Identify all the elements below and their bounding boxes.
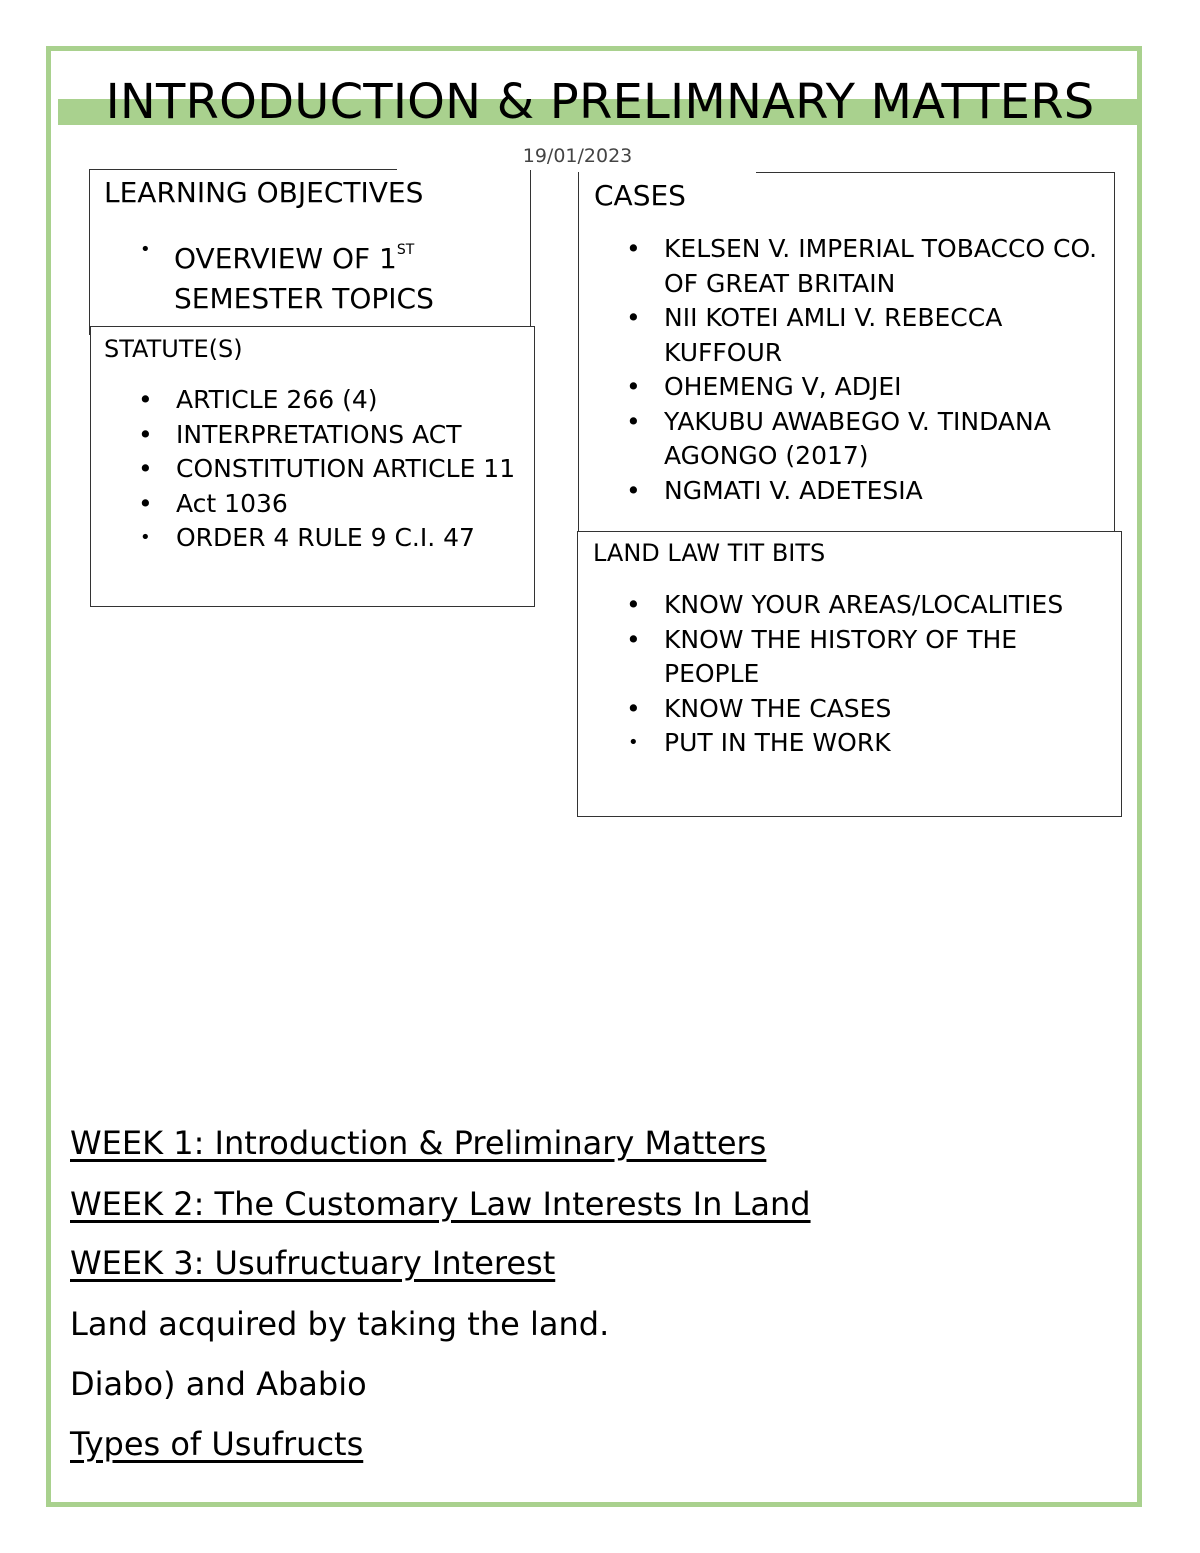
bullet-icon: • [140, 527, 151, 548]
tit-bit-text: PUT IN THE WORK [664, 728, 891, 757]
case-text: YAKUBU AWABEGO V. TINDANA AGONGO (2017) [664, 406, 1051, 470]
list-item [138, 418, 521, 453]
tit-bits-heading: LAND LAW TIT BITS [593, 539, 826, 567]
week-2-heading: WEEK 2: The Customary Law Interests In Land [70, 1185, 811, 1223]
page-title: INTRODUCTION & PRELIMNARY MATTERS [105, 74, 1095, 130]
case-text: KELSEN V. IMPERIAL TOBACCO CO. OF GREAT BRITAIN [664, 234, 1098, 298]
list-item [140, 230, 514, 319]
list-item [626, 370, 1104, 405]
case-text: NII KOTEI AMLI V. REBECCA KUFFOUR [664, 303, 1003, 367]
statute-text: ORDER 4 RULE 9 C.I. 47 [176, 523, 475, 552]
list-item [626, 692, 1109, 727]
tit-bit-text: KNOW THE HISTORY OF THE PEOPLE [664, 624, 1018, 688]
bullet-icon: • [626, 234, 641, 263]
tit-bit-text: KNOW YOUR AREAS/LOCALITIES [664, 590, 1064, 619]
bullet-icon: • [626, 624, 641, 654]
bullet-icon: • [138, 488, 153, 518]
list-item [138, 383, 521, 418]
cases-list [626, 232, 1104, 508]
list-item [626, 474, 1104, 509]
week-3-heading: WEEK 3: Usufructuary Interest [70, 1244, 556, 1282]
statute-text: Act 1036 [176, 488, 288, 518]
learning-objectives-top-border [89, 169, 397, 170]
bullet-icon: • [626, 303, 641, 332]
bullet-icon: • [138, 385, 153, 414]
bullet-icon: • [138, 419, 153, 449]
case-text: NGMATI V. ADETESIA [664, 475, 923, 505]
week-1-heading: WEEK 1: Introduction & Preliminary Matters [70, 1124, 767, 1162]
tit-bit-text: KNOW THE CASES [664, 693, 892, 723]
bullet-icon: • [626, 372, 641, 401]
objective-text-line2: SEMESTER TOPICS [174, 282, 434, 315]
statutes-heading: STATUTE(S) [104, 335, 243, 363]
bullet-icon: • [626, 693, 641, 723]
note-text-2: Diabo) and Ababio [70, 1365, 367, 1403]
cases-heading: CASES [594, 179, 686, 212]
list-item [138, 452, 521, 487]
bullet-icon: • [626, 406, 641, 436]
list-item [626, 588, 1109, 623]
list-item [140, 521, 521, 556]
cases-top-border [756, 172, 1115, 173]
statute-text: INTERPRETATIONS ACT [176, 419, 462, 449]
bullet-icon: • [138, 454, 153, 483]
statutes-list [138, 383, 521, 556]
learning-objectives-heading: LEARNING OBJECTIVES [104, 176, 424, 209]
note-text-1: Land acquired by taking the land. [70, 1305, 610, 1343]
list-item [626, 301, 1104, 370]
statute-text: ARTICLE 266 (4) [176, 385, 378, 414]
bullet-icon: • [140, 239, 151, 260]
list-item [138, 487, 521, 522]
list-item [626, 623, 1109, 692]
types-of-usufructs-heading: Types of Usufructs [70, 1425, 364, 1463]
bullet-icon: • [626, 590, 641, 619]
list-item [626, 232, 1104, 301]
case-text: OHEMENG V, ADJEI [664, 372, 902, 401]
date-label: 19/01/2023 [522, 145, 633, 167]
statute-text: CONSTITUTION ARTICLE 11 [176, 454, 516, 483]
learning-objectives-list [140, 230, 514, 319]
bullet-icon: • [626, 475, 641, 505]
objective-text-line1: OVERVIEW OF 1 [174, 242, 397, 275]
list-item [626, 405, 1104, 474]
bullet-icon: • [628, 732, 639, 753]
tit-bits-list [626, 588, 1109, 761]
objective-superscript: ST [396, 242, 415, 258]
list-item [628, 726, 1109, 761]
